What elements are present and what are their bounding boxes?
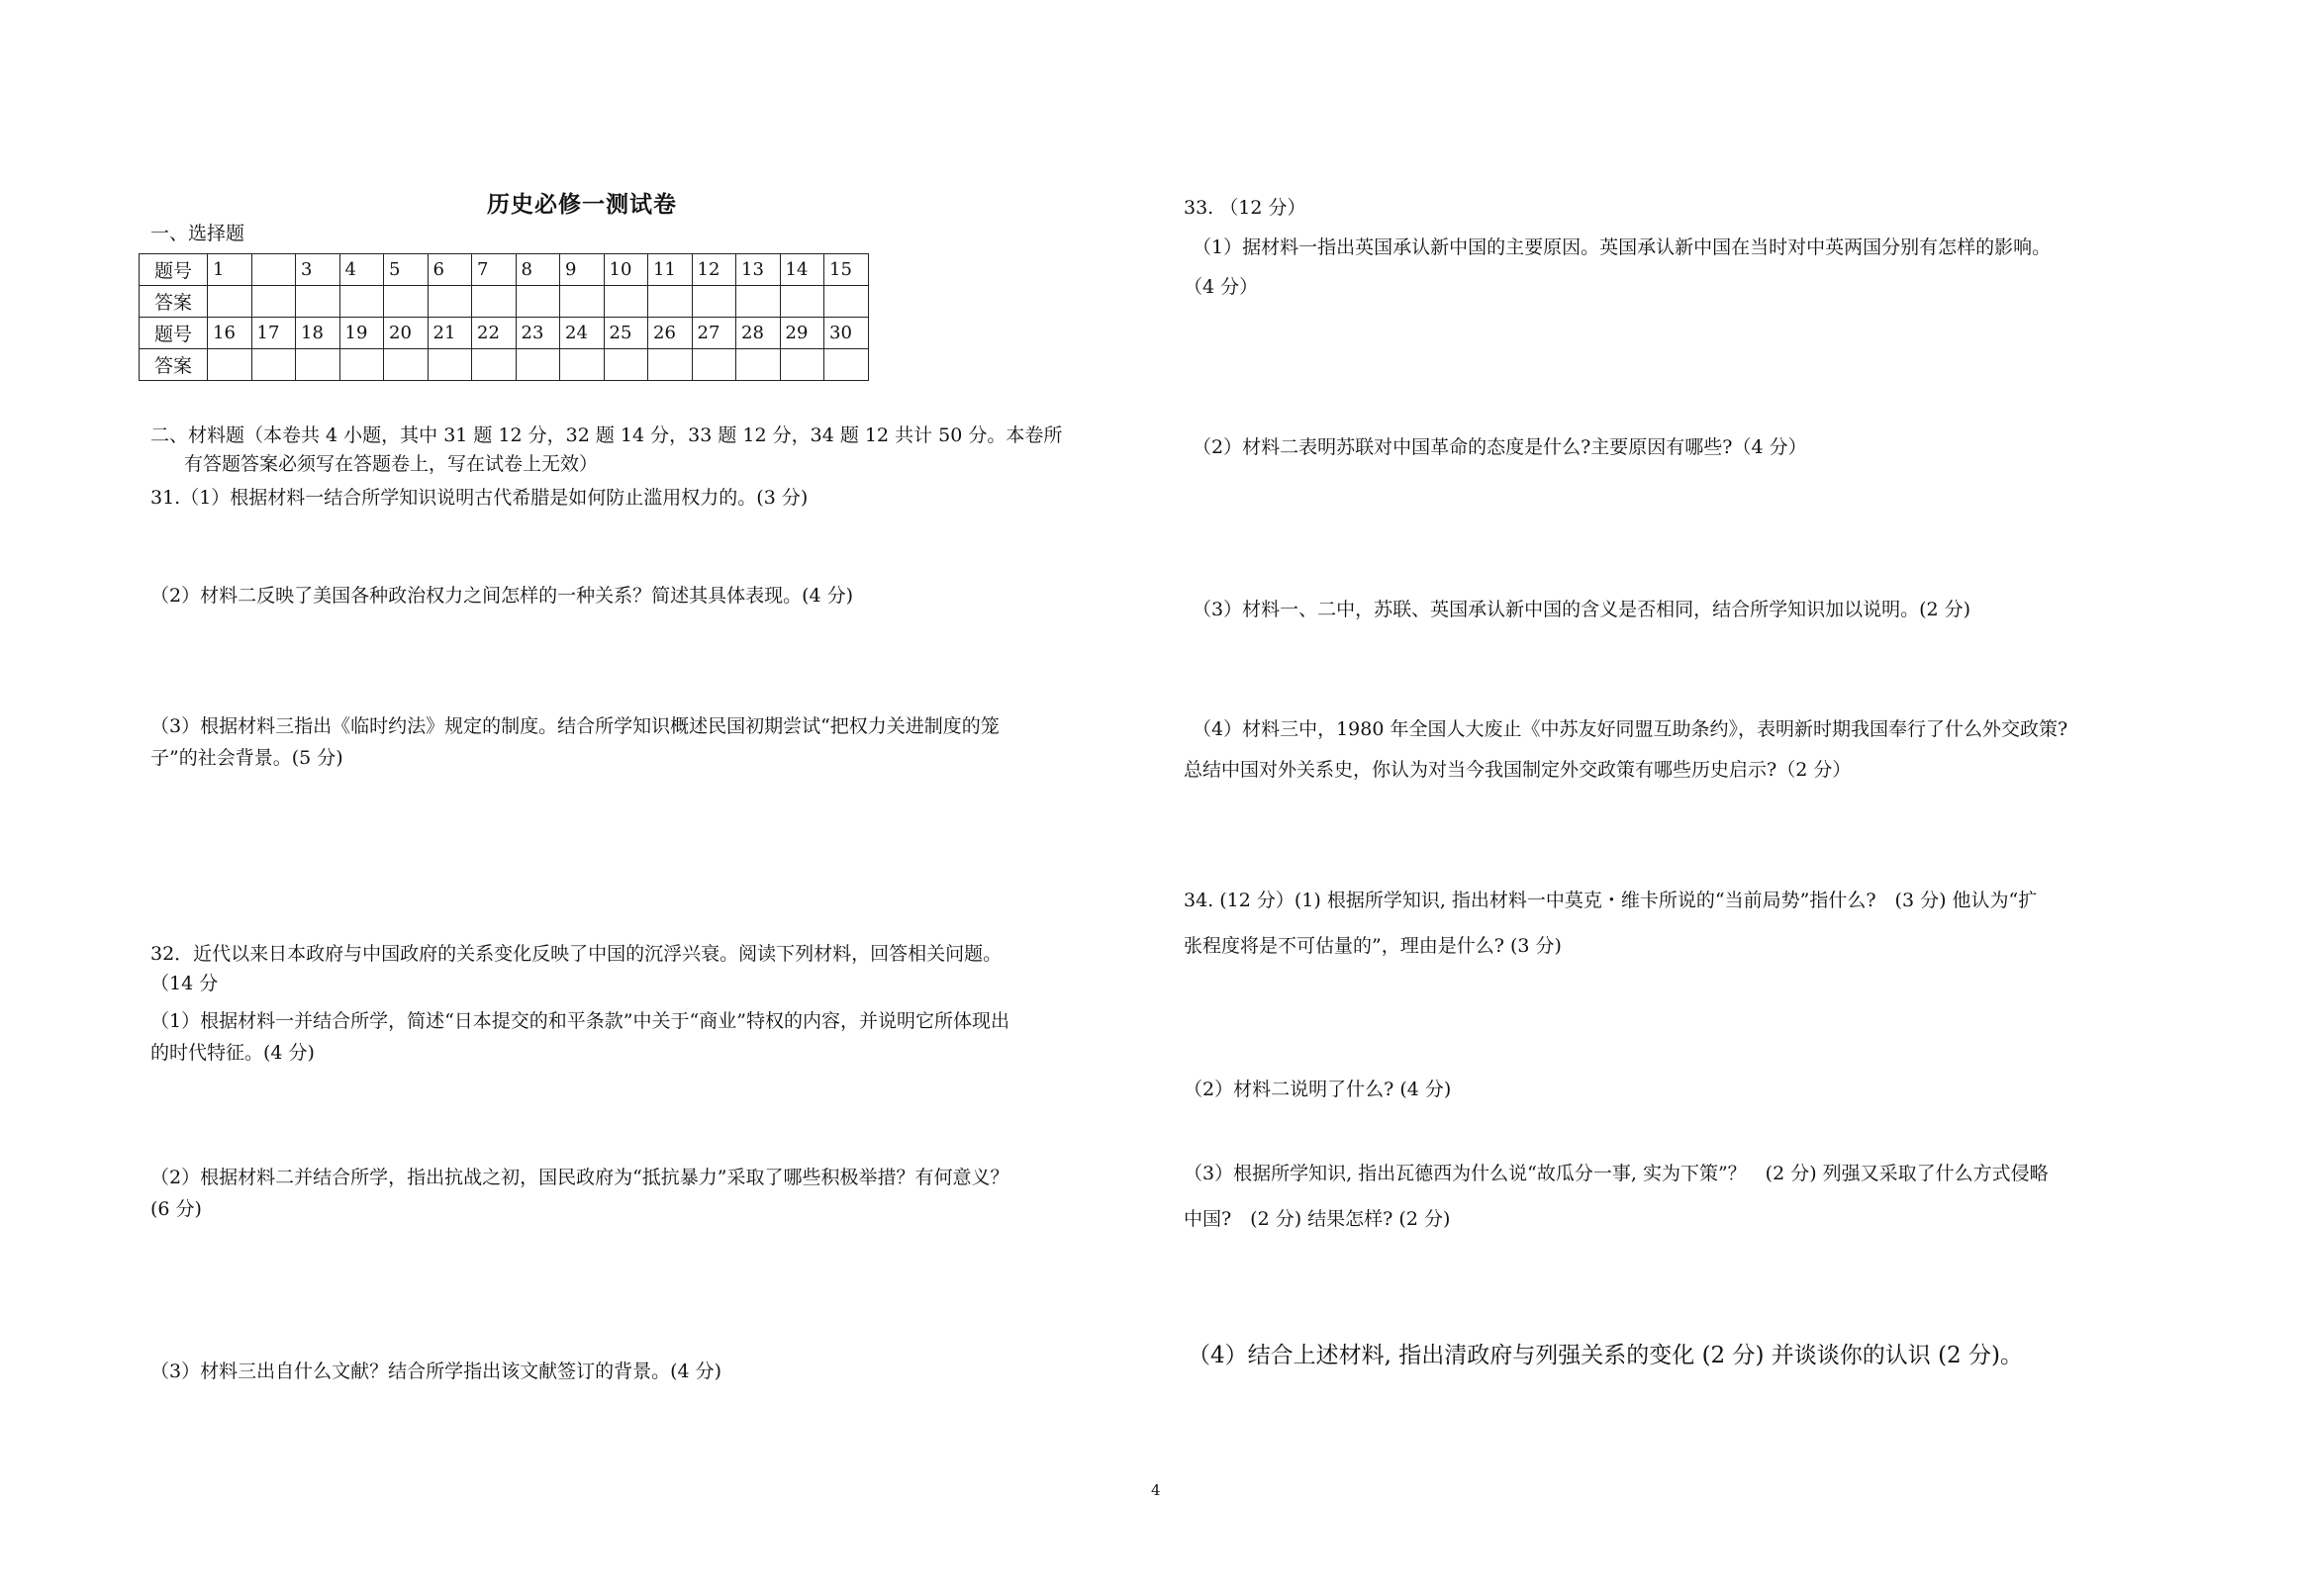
answer-table: [139, 253, 869, 381]
question-number-cell: 5: [384, 254, 429, 286]
question-number-cell: 23: [516, 318, 560, 349]
question-number-cell: 29: [780, 318, 824, 349]
section1-heading: 一、选择题: [150, 223, 245, 244]
answer-cell[interactable]: [692, 286, 736, 318]
question-number-cell: 26: [648, 318, 693, 349]
q34-part2: （2）材料二说明了什么? (4 分): [1184, 1079, 1452, 1100]
table-row: [140, 318, 869, 349]
answer-cell[interactable]: [560, 349, 605, 381]
table-row: [140, 349, 869, 381]
question-number-cell: 18: [296, 318, 340, 349]
row-label-answer: 答案: [140, 349, 208, 381]
question-number-cell: 12: [692, 254, 736, 286]
question-number-cell: 28: [736, 318, 781, 349]
answer-cell[interactable]: [251, 286, 296, 318]
question-number-cell: 30: [824, 318, 869, 349]
q34-part3-line1: （3）根据所学知识, 指出瓦德西为什么说“故瓜分一事, 实为下策”？ (2 分) 列强又采取了什么方式侵略: [1184, 1163, 2049, 1184]
row-label-question: 题号: [140, 318, 208, 349]
q32-part2-line2: (6 分): [150, 1198, 202, 1220]
question-number-cell: 8: [516, 254, 560, 286]
answer-cell[interactable]: [560, 286, 605, 318]
question-number-cell: 4: [339, 254, 384, 286]
answer-cell[interactable]: [384, 286, 429, 318]
q32-part2-line1: （2）根据材料二并结合所学，指出抗战之初，国民政府为“抵抗暴力”采取了哪些积极举措？有何意义？: [150, 1167, 1009, 1188]
question-number-cell: 1: [208, 254, 252, 286]
answer-cell[interactable]: [516, 286, 560, 318]
question-number-cell: 24: [560, 318, 605, 349]
answer-cell[interactable]: [428, 286, 472, 318]
question-number-cell: 21: [428, 318, 472, 349]
question-number-cell: 16: [208, 318, 252, 349]
answer-cell[interactable]: [428, 349, 472, 381]
q34-part4: （4）结合上述材料, 指出清政府与列强关系的变化 (2 分) 并谈谈你的认识 (2 分)。: [1188, 1343, 2023, 1368]
answer-cell[interactable]: [251, 349, 296, 381]
q33-part1-line1: （1）据材料一指出英国承认新中国的主要原因。英国承认新中国在当时对中英两国分别有怎样的影响。: [1193, 236, 2052, 258]
answer-cell[interactable]: [648, 349, 693, 381]
q31-part2: （2）材料二反映了美国各种政治权力之间怎样的一种关系？简述其具体表现。(4 分): [150, 585, 854, 607]
answer-cell[interactable]: [648, 286, 693, 318]
answer-cell[interactable]: [604, 349, 648, 381]
page-number: 4: [1151, 1481, 1161, 1499]
row-label-question: 题号: [140, 254, 208, 286]
answer-cell[interactable]: [824, 349, 869, 381]
question-number-cell: 7: [472, 254, 517, 286]
question-number-cell: 3: [296, 254, 340, 286]
section2-heading: 二、材料题（本卷共 4 小题，其中 31 题 12 分，32 题 14 分，33 题 12 分，34 题 12 共计 50 分。本卷所: [150, 424, 1063, 446]
q31-part3-line1: （3）根据材料三指出《临时约法》规定的制度。结合所学知识概述民国初期尝试“把权力关进制度的笼: [150, 715, 1000, 737]
answer-cell[interactable]: [780, 286, 824, 318]
answer-cell[interactable]: [736, 286, 781, 318]
q33-part2: （2）材料二表明苏联对中国革命的态度是什么?主要原因有哪些?（4 分）: [1193, 436, 1807, 458]
answer-cell[interactable]: [296, 286, 340, 318]
q34-part3-line2: 中国? (2 分) 结果怎样? (2 分): [1184, 1208, 1451, 1230]
q32-intro-line2: （14 分: [150, 973, 219, 994]
question-number-cell: 20: [384, 318, 429, 349]
section2-heading-cont: 有答题答案必须写在答题卷上，写在试卷上无效）: [184, 453, 599, 475]
question-number-cell: 6: [428, 254, 472, 286]
q32-part3: （3）材料三出自什么文献？结合所学指出该文献签订的背景。(4 分): [150, 1361, 722, 1382]
question-number-cell: 19: [339, 318, 384, 349]
table-row: [140, 286, 869, 318]
answer-cell[interactable]: [384, 349, 429, 381]
answer-cell[interactable]: [516, 349, 560, 381]
answer-cell[interactable]: [736, 349, 781, 381]
q33-heading: 33. （12 分）: [1184, 197, 1306, 219]
question-number-cell: 27: [692, 318, 736, 349]
question-number-cell: 10: [604, 254, 648, 286]
answer-cell[interactable]: [824, 286, 869, 318]
question-number-cell: 9: [560, 254, 605, 286]
question-number-cell: 22: [472, 318, 517, 349]
answer-cell[interactable]: [296, 349, 340, 381]
table-row: [140, 254, 869, 286]
row-label-answer: 答案: [140, 286, 208, 318]
question-number-cell: 15: [824, 254, 869, 286]
question-number-cell: 11: [648, 254, 693, 286]
answer-cell[interactable]: [339, 349, 384, 381]
question-number-cell: [251, 254, 296, 286]
q32-intro-line1: 32．近代以来日本政府与中国政府的关系变化反映了中国的沉浮兴衰。阅读下列材料，回答相关问题。: [150, 943, 1003, 965]
answer-cell[interactable]: [472, 286, 517, 318]
answer-cell[interactable]: [604, 286, 648, 318]
question-number-cell: 13: [736, 254, 781, 286]
question-number-cell: 14: [780, 254, 824, 286]
q33-part4-line2: 总结中国对外关系史，你认为对当今我国制定外交政策有哪些历史启示?（2 分）: [1184, 759, 1852, 781]
q32-part1-line2: 的时代特征。(4 分): [150, 1042, 315, 1064]
answer-cell[interactable]: [208, 286, 252, 318]
answer-cell[interactable]: [208, 349, 252, 381]
q34-part1-line1: 34. (12 分）(1) 根据所学知识, 指出材料一中莫克・维卡所说的“当前局势”指什么? (3 分) 他认为“扩: [1184, 890, 2038, 911]
q33-part3: （3）材料一、二中，苏联、英国承认新中国的含义是否相同，结合所学知识加以说明。(2 分): [1193, 599, 1971, 620]
question-number-cell: 17: [251, 318, 296, 349]
q34-part1-line2: 张程度将是不可估量的”，理由是什么? (3 分): [1184, 935, 1562, 957]
q32-part1-line1: （1）根据材料一并结合所学，简述“日本提交的和平条款”中关于“商业”特权的内容，并说明它所体现出: [150, 1010, 1009, 1032]
answer-cell[interactable]: [339, 286, 384, 318]
q33-part4-line1: （4）材料三中，1980 年全国人大废止《中苏友好同盟互助条约》，表明新时期我国奉行了什么外交政策?: [1193, 718, 2068, 740]
answer-cell[interactable]: [692, 349, 736, 381]
page-title: 历史必修一测试卷: [487, 191, 677, 218]
q31-part1: 31.（1）根据材料一结合所学知识说明古代希腊是如何防止滥用权力的。(3 分): [150, 487, 809, 509]
q31-part3-line2: 子”的社会背景。(5 分): [150, 747, 343, 769]
q33-part1-line2: （4 分）: [1184, 276, 1259, 298]
answer-cell[interactable]: [472, 349, 517, 381]
question-number-cell: 25: [604, 318, 648, 349]
answer-cell[interactable]: [780, 349, 824, 381]
